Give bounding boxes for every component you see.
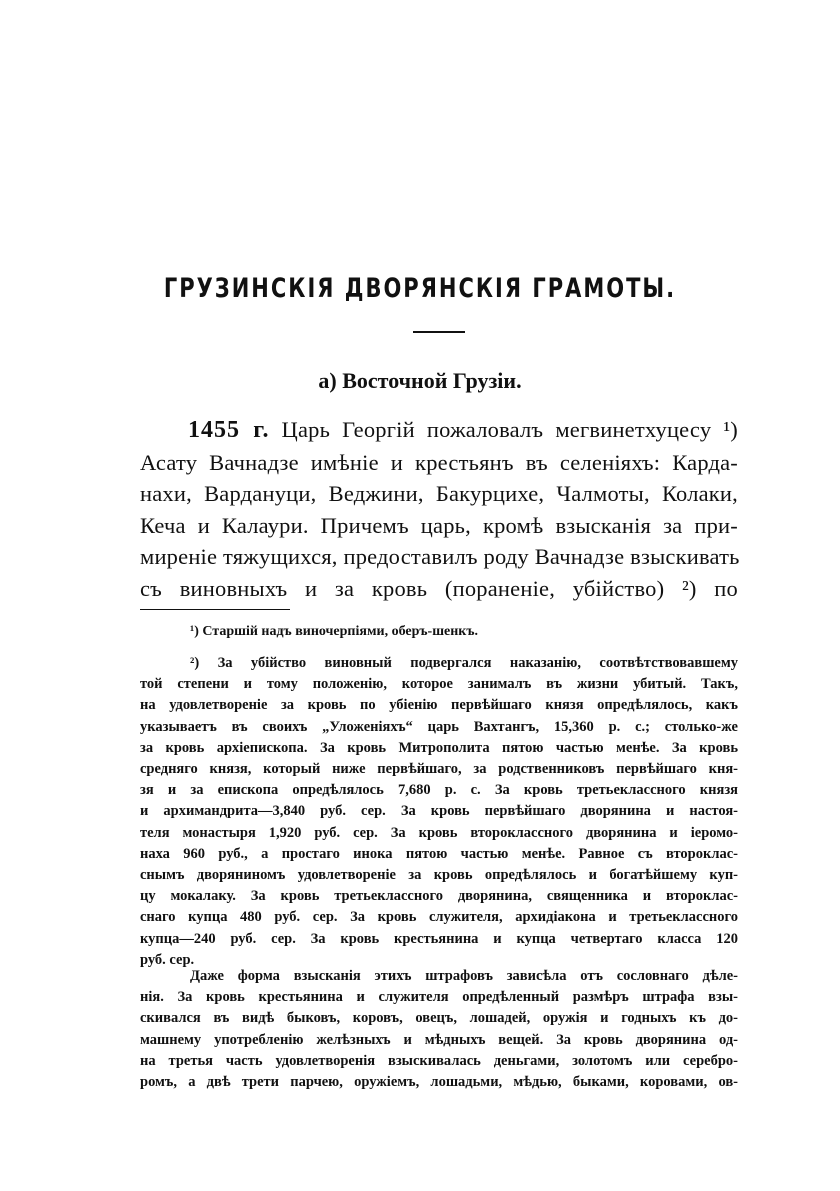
footnote-2-line: указываетъ въ своихъ „Уложеніяхъ“ царь Вахтангъ, 15,360 р. с.; столько-же: [140, 718, 738, 735]
footnote-divider: [140, 609, 290, 610]
footnote-3-line: скивался въ видѣ быковъ, коровъ, овецъ, лошадей, оружія и годныхъ къ до-: [140, 1010, 738, 1027]
footnote-3-line: на третья часть удовлетворенія взыскивалась деньгами, золотомъ или серебро-: [140, 1052, 738, 1069]
footnote-3-line: Даже форма взысканія этихъ штрафовъ зависѣла отъ сословнаго дѣле-: [190, 968, 738, 984]
footnote-2-line: на удовлетвореніе за кровь по убіенію первѣйшаго князя опредѣлялось, какъ: [140, 697, 738, 714]
footnote-3-line: машнему употребленію желѣзныхъ и мѣдныхъ вещей. За кровь дворянина од-: [140, 1031, 738, 1048]
footnote-2-line: цу мокалаку. За кровь третьеклассного дворянина, священника и второклас-: [140, 888, 738, 905]
footnote-2-line: руб. сер.: [140, 951, 195, 968]
footnote-2-line: средняго князя, который ниже первѣйшаго, за родственниковъ первѣйшаго кня-: [140, 761, 738, 778]
main-paragraph: [140, 414, 738, 604]
main-line-5: съ виновныхъ и за кровь (пораненіе, убійство) ²) по: [140, 575, 738, 601]
year-label: 1455 г.: [188, 417, 270, 443]
main-line-2: нахи, Вардануци, Веджини, Бакурцихе, Чалмоты, Колаки,: [140, 481, 738, 506]
footnote-2-continuation: [140, 966, 738, 1093]
section-subtitle: а) Восточной Грузіи.: [318, 368, 522, 393]
footnote-2-line: снымъ дворяниномъ удовлетвореніе за кровь опредѣлялось и богатѣйшему куп-: [140, 867, 738, 884]
title-divider: [413, 331, 465, 333]
footnote-2-line: за кровь архіепископа. За кровь Митрополита пятою частью менѣе. За кровь: [140, 739, 738, 756]
page-title: ГРУЗИНСКІЯ ДВОРЯНСКІЯ ГРАМОТЫ.: [163, 273, 677, 303]
footnote-2-line: зя и за епископа опредѣлялось 7,680 р. с. За кровь третьеклассного князя: [140, 782, 738, 799]
main-line-1: Асату Вачнадзе имѣніе и крестьянъ въ селеніяхъ: Карда-: [140, 449, 738, 475]
main-line-0: 1455 г. Царь Георгій пожаловалъ мегвинетхуцесу ¹): [188, 417, 738, 443]
footnote-2-line: теля монастыря 1,920 руб. сер. За кровь второклассного дворянина и іеромо-: [140, 824, 738, 841]
footnote-2-line: снаго купца 480 руб. сер. За кровь служителя, архидіакона и третьеклассного: [140, 909, 738, 926]
footnote-2-line: купца—240 руб. сер. За кровь крестьянина и купца четвертаго класса 120: [140, 930, 738, 947]
footnote-1: ¹) Старшій надъ виночерпіями, оберъ-шенкъ.: [190, 624, 479, 639]
footnote-2-line: ²) За убійство виновный подвергался наказанію, соотвѣтствовавшему: [190, 655, 738, 671]
footnote-3-line: нія. За кровь крестьянина и служителя опредѣленный размѣръ штрафа взы-: [140, 989, 738, 1006]
main-line-3: Кеча и Калаури. Причемъ царь, кромѣ взысканія за при-: [140, 512, 738, 538]
footnote-2-line: той степени и тому положенію, которое занималъ въ жизни убитый. Такъ,: [140, 676, 738, 693]
footnote-2-line: наха 960 руб., а простаго инока пятою частью менѣе. Равное съ второклас-: [140, 845, 738, 862]
footnote-3-line: ромъ, а двѣ трети парчею, оружіемъ, лошадьми, мѣдью, быками, коровами, ов-: [140, 1074, 738, 1091]
main-line-4: миреніе тяжущихся, предоставилъ роду Вачнадзе взыскивать: [140, 544, 740, 569]
footnote-2-line: и архимандрита—3,840 руб. сер. За кровь первѣйшаго дворянина и настоя-: [140, 803, 738, 820]
footnote-2: [140, 653, 738, 971]
